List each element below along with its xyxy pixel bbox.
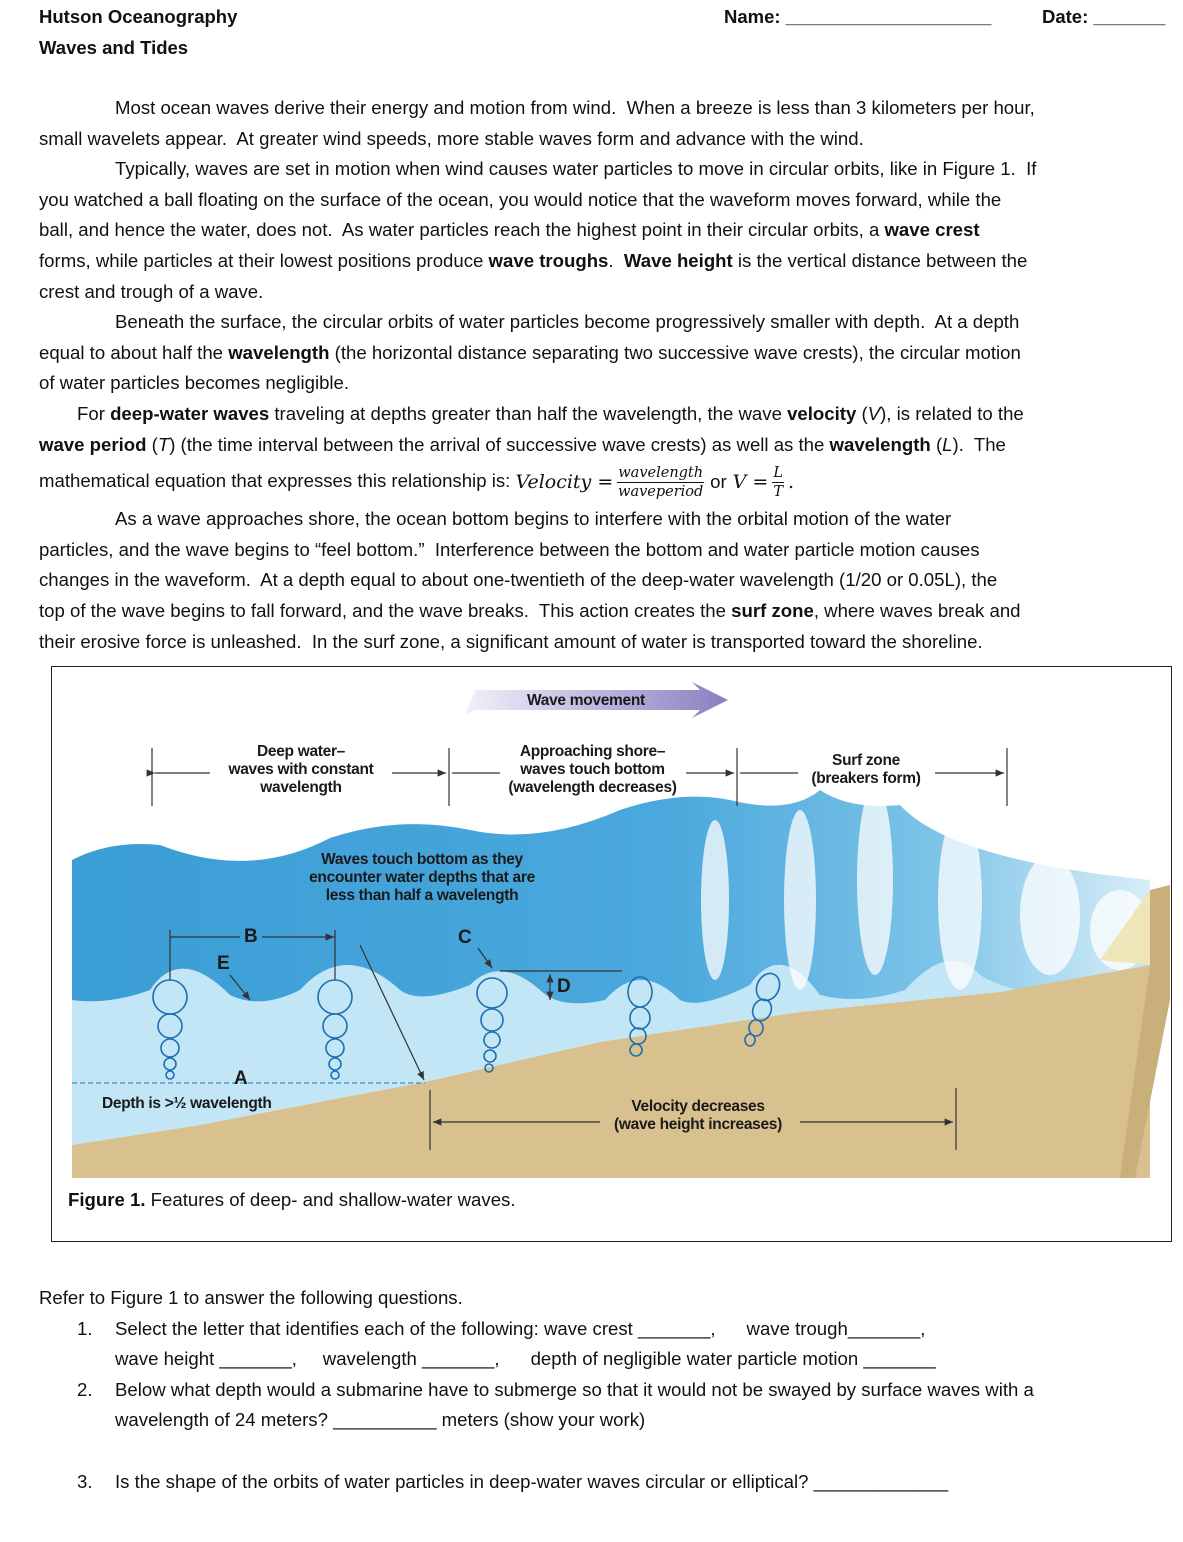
zone-approaching-shore-label: Approaching shore– waves touch bottom (wavelength decreases) <box>508 743 677 796</box>
eq-lhs: Velocity = <box>515 471 614 494</box>
question-number: 1. <box>77 1317 93 1339</box>
passage-text: top of the wave begins to fall forward, and the wave breaks. This action creates the <box>39 599 732 621</box>
passage-text: T <box>157 433 170 455</box>
questions-section <box>39 1283 1034 1497</box>
passage-text: is the vertical distance between the <box>732 249 1028 271</box>
question-text[interactable]: Is the shape of the orbits of water particles in deep-water waves circular or elliptical? _____________ <box>115 1470 949 1492</box>
passage-text: ( <box>930 433 943 455</box>
eq-or: or <box>710 471 727 493</box>
course-title: Hutson Oceanography <box>39 6 238 27</box>
zone-deep-water-label: Deep water– waves with constant wavelength <box>228 743 374 796</box>
eq-lhs2: V = <box>732 471 769 494</box>
passage-text: V <box>867 402 881 424</box>
question-number: 3. <box>77 1470 93 1492</box>
passage-text: Typically, waves are set in motion when wind causes water particles to move in circular orbits, like in Figure 1. If <box>115 158 1037 180</box>
question-line <box>39 1405 646 1436</box>
passage-text: of water particles becomes negligible. <box>39 372 350 394</box>
passage-text: Most ocean waves derive their energy and motion from wind. When a breeze is less than 3 kilometers per hour, <box>115 97 1035 118</box>
passage-text: you watched a ball floating on the surface of the ocean, you would notice that the waveform moves forward, while the <box>39 188 1002 210</box>
passage-text: . <box>608 249 624 271</box>
passage-text: ), is related to the <box>880 402 1024 424</box>
passage-text: forms, while particles at their lowest positions produce <box>39 249 489 271</box>
eq-end: . <box>787 471 795 494</box>
date-field[interactable]: Date: _______ <box>1042 6 1166 27</box>
velocity-note: Velocity decreases (wave height increases) <box>614 1098 782 1133</box>
key-term: wave troughs <box>488 249 609 271</box>
eq-numerator: wavelength <box>618 464 704 481</box>
label-c: C <box>458 927 472 948</box>
question-line <box>39 1467 949 1498</box>
wave-movement-label: Wave movement <box>527 692 645 709</box>
question-number: 2. <box>77 1378 93 1400</box>
key-term: wavelength <box>228 341 330 363</box>
depth-note: Depth is >½ wavelength <box>102 1095 272 1112</box>
key-term: wavelength <box>829 433 931 455</box>
touch-bottom-note: Waves touch bottom as they encounter water depths that are less than half a wavelength <box>309 851 535 904</box>
label-d: D <box>557 976 571 997</box>
question-line <box>39 1375 1034 1406</box>
key-term: wave crest <box>884 219 980 241</box>
passage-text: ) (the time interval between the arrival of successive wave crests) as well as the <box>169 433 830 455</box>
label-a: A <box>234 1068 248 1089</box>
questions-intro: Refer to Figure 1 to answer the following questions. <box>39 1287 463 1308</box>
passage-text: their erosive force is unleashed. In the surf zone, a significant amount of water is transported toward the shoreline. <box>39 630 983 652</box>
passage-text: L <box>942 433 953 455</box>
passage-text: mathematical equation that expresses this relationship is: <box>39 470 516 492</box>
zone-surf-label: Surf zone (breakers form) <box>811 752 921 787</box>
passage-text: , where waves break and <box>813 599 1021 621</box>
key-term: wave period <box>39 433 147 455</box>
label-e: E <box>217 953 230 974</box>
question-line <box>39 1344 936 1375</box>
name-field[interactable]: Name: ____________________ <box>724 6 992 27</box>
passage-text: (the horizontal distance separating two successive wave crests), the circular motion <box>329 341 1021 363</box>
passage-text: particles, and the wave begins to “feel bottom.” Interference between the bottom and water particle motion causes <box>39 538 980 560</box>
passage-text: changes in the waveform. At a depth equal to about one-twentieth of the deep-water wavelength (1/20 or 0.05L), the <box>39 569 998 591</box>
worksheet-topic: Waves and Tides <box>39 37 189 58</box>
figure-caption <box>68 1189 516 1211</box>
passage-text: small wavelets appear. At greater wind speeds, more stable waves form and advance with the wind. <box>39 127 864 149</box>
question-line <box>39 1314 926 1345</box>
passage-text: As a wave approaches shore, the ocean bottom begins to interfere with the orbital motion of the water <box>115 508 952 530</box>
caption-label: Figure 1. <box>68 1189 146 1210</box>
question-text[interactable]: Select the letter that identifies each of the following: wave crest _______, wave trough_______, <box>115 1317 926 1339</box>
key-term: deep-water waves <box>110 402 270 424</box>
passage-text: ( <box>856 402 868 424</box>
key-term: velocity <box>787 402 857 424</box>
eq-denominator: waveperiod <box>618 483 704 500</box>
question-text[interactable]: wave height _______, wavelength _______, depth of negligible water particle motion _______ <box>115 1348 936 1370</box>
passage-text: Beneath the surface, the circular orbits of water particles become progressively smaller with depth. At a depth <box>115 311 1020 333</box>
eq-num2: L <box>773 464 783 481</box>
passage-text: ). The <box>952 433 1006 455</box>
passage-text: crest and trough of a wave. <box>39 280 264 302</box>
key-term: surf zone <box>731 599 814 621</box>
passage-text: For <box>77 402 111 424</box>
question-text[interactable]: wavelength of 24 meters? __________ meters (show your work) <box>115 1409 646 1431</box>
passage-text: traveling at depths greater than half the wavelength, the wave <box>269 402 788 424</box>
passage-text: ( <box>146 433 158 455</box>
passage-text: equal to about half the <box>39 341 229 363</box>
caption-text: Features of deep- and shallow-water waves. <box>145 1189 516 1210</box>
label-b: B <box>244 926 258 947</box>
key-term: Wave height <box>623 249 733 271</box>
eq-den2: T <box>773 483 783 500</box>
passage-text: ball, and hence the water, does not. As water particles reach the highest point in their circular orbits, a <box>39 219 885 241</box>
question-text[interactable]: Below what depth would a submarine have to submerge so that it would not be swayed by surface waves with a <box>115 1378 1034 1400</box>
